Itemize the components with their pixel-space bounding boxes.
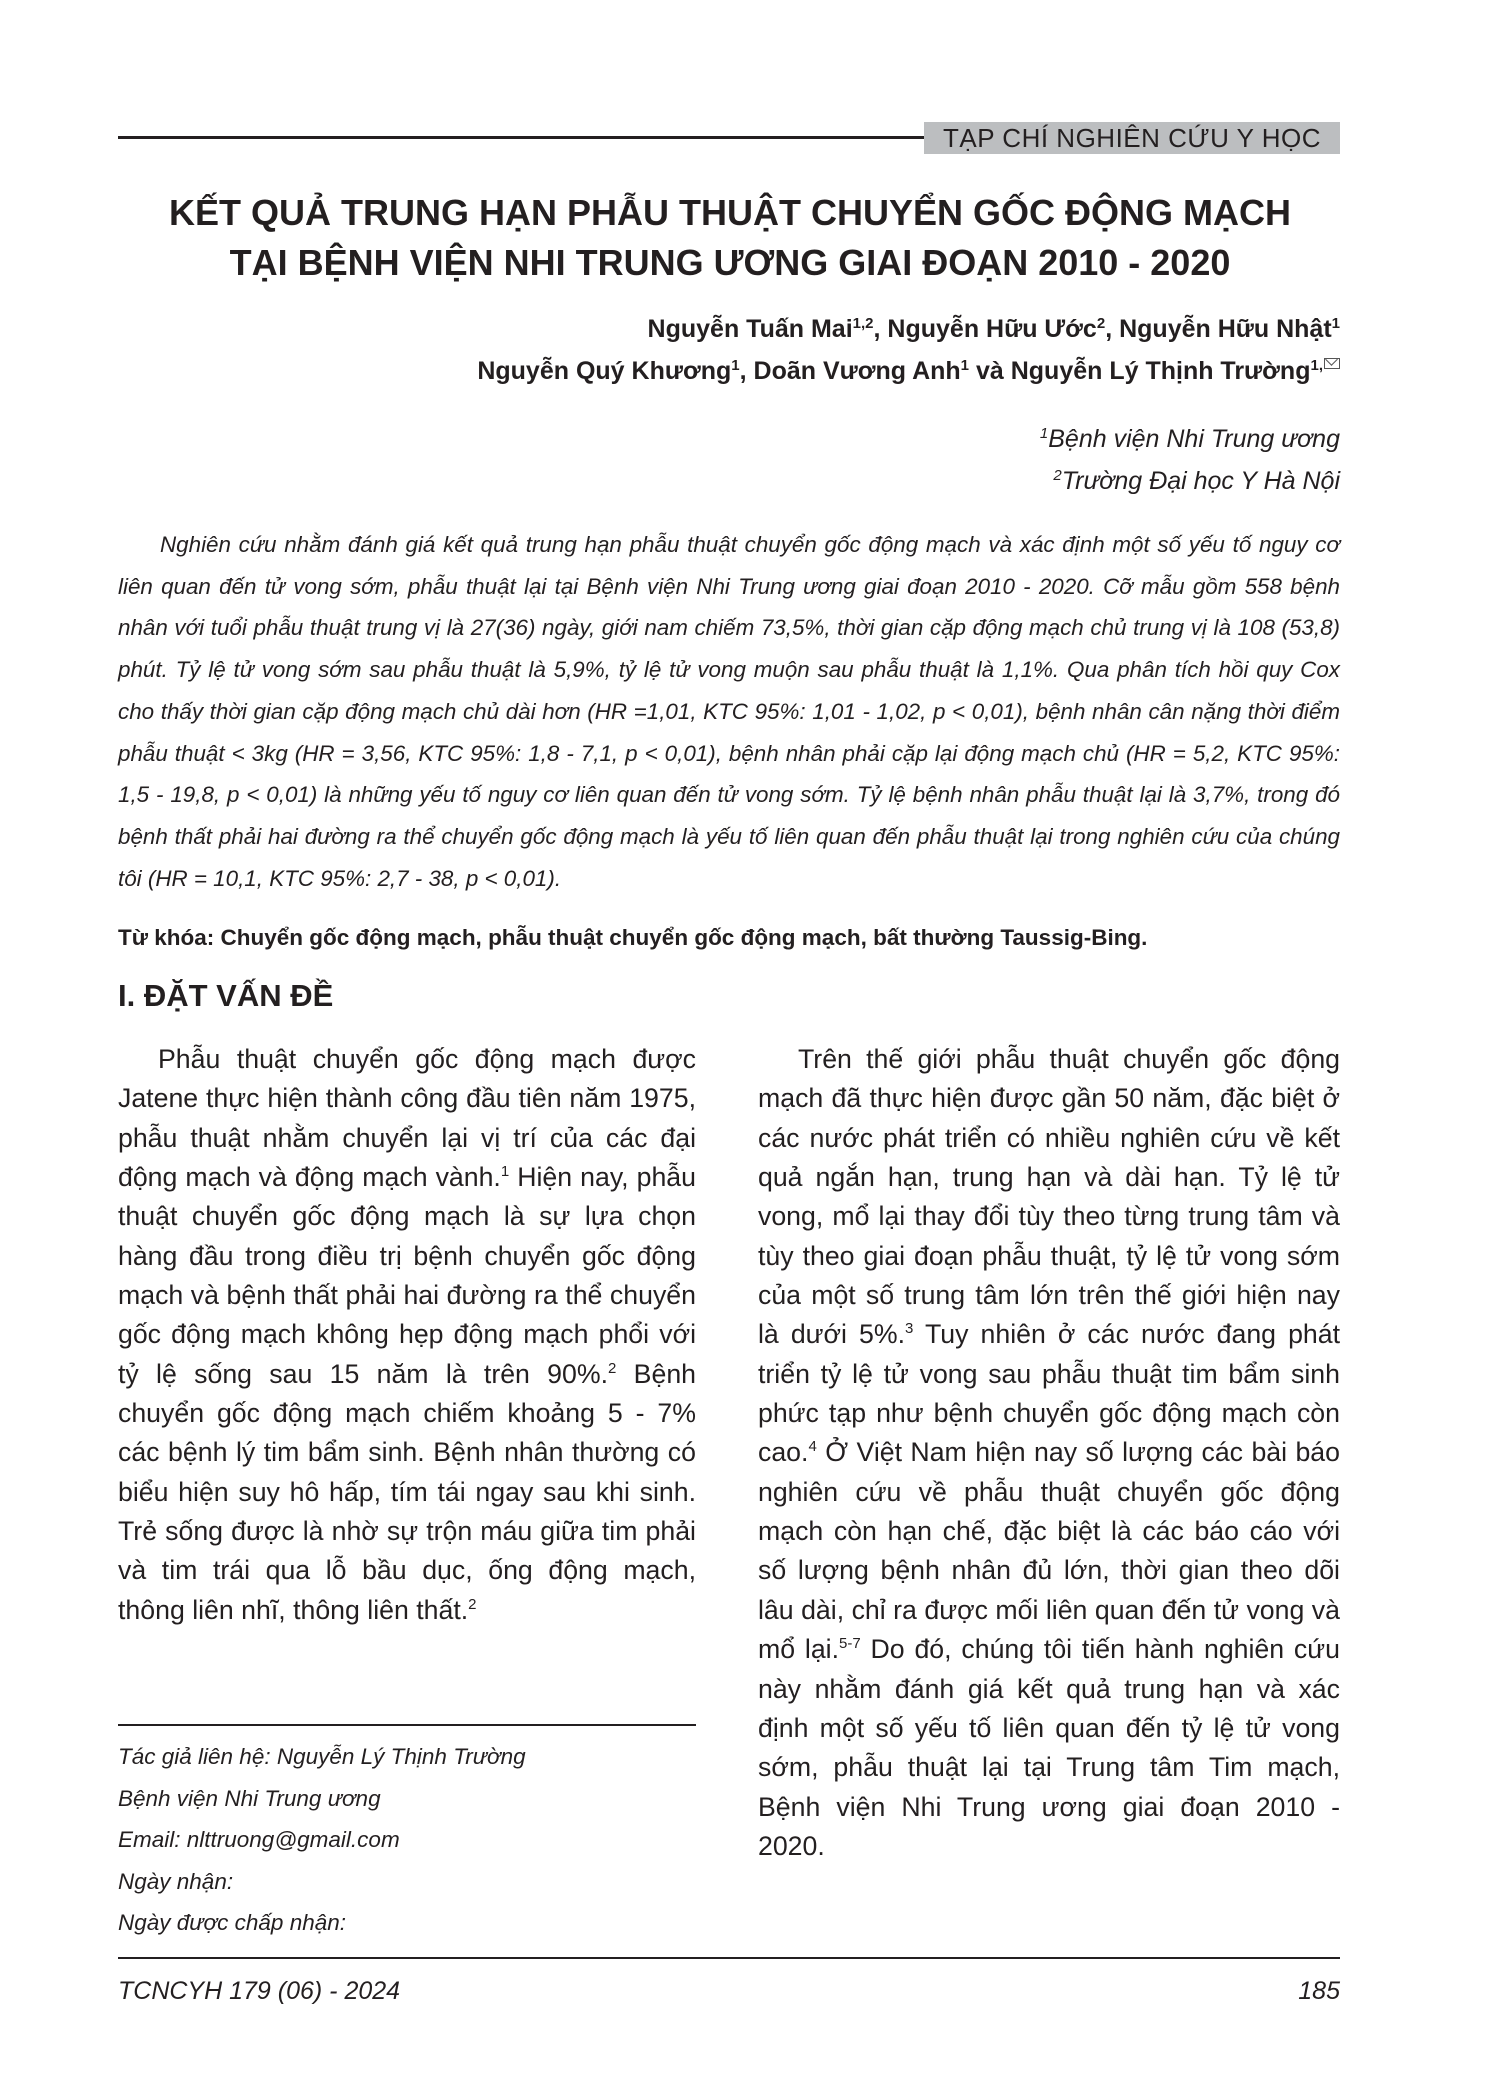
affiliation-number: 2: [1053, 467, 1062, 484]
section-heading: I. ĐẶT VẤN ĐỀ: [118, 978, 334, 1013]
author-separator: ,: [1105, 315, 1120, 343]
body-text: Hiện nay, phẫu thuật chuyển gốc động mạch là sự lựa chọn hàng đầu trong điều trị bệnh chuyển gốc động mạch và bệnh thất phải hai đường ra thể chuyển gốc động mạch không hẹp động mạch phổi với tỷ lệ sống sau 15 năm là trên 90%.: [118, 1162, 696, 1389]
body-text: Tuy nhiên ở các nước đang phát triển tỷ lệ tử vong sau phẫu thuật tim bẩm sinh phức tạp như bệnh chuyển gốc động mạch còn cao.: [758, 1319, 1341, 1468]
body-text: Bệnh chuyển gốc động mạch chiếm khoảng 5 - 7% các bệnh lý tim bẩm sinh. Bệnh nhân thường có biểu hiện suy hô hấp, tím tái ngay sau khi sinh. Trẻ sống được là nhờ sự trộn máu giữa tim phải và tim trái qua lỗ bầu dục, ống động mạch, thông liên nhĩ, thông liên thất.: [118, 1358, 697, 1625]
author-name: Nguyễn Quý Khương: [477, 357, 732, 385]
abstract: Nghiên cứu nhằm đánh giá kết quả trung hạn phẫu thuật chuyển gốc động mạch và xác định một số yếu tố nguy cơ liên quan đến tử vong sớm, phẫu thuật lại tại Bệnh viện Nhi Trung ương giai đoạn 2010 - 2020. Cỡ mẫu gồm 558 bệnh nhân với tuổi phẫu thuật trung vị là 27(36) ngày, giới nam chiếm 73,5%, thời gian cặp động mạch chủ trung vị là 108 (53,8) phút. Tỷ lệ tử vong sớm sau phẫu thuật là 5,9%, tỷ lệ tử vong muộn sau phẫu thuật là 1,1%. Qua phân tích hồi quy Cox cho thấy thời gian cặp động mạch chủ dài hơn (HR =1,01, KTC 95%: 1,01 - 1,02, p < 0,01), bệnh nhân cân nặng thời điểm phẫu thuật < 3kg (HR = 3,56, KTC 95%: 1,8 - 7,1, p < 0,01), bệnh nhân phải cặp lại động mạch chủ (HR = 5,2, KTC 95%: 1,5 - 19,8, p < 0,01) là những yếu tố nguy cơ liên quan đến tử vong sớm. Tỷ lệ bệnh nhân phẫu thuật lại là 3,7%, trong đó bệnh thất phải hai đường ra thể chuyển gốc động mạch là yếu tố liên quan đến phẫu thuật lại trong nghiên cứu của chúng tôi (HR = 10,1, KTC 95%: 2,7 - 38, p < 0,01).: [118, 532, 1340, 891]
author-separator: ,: [739, 357, 754, 385]
body-text: Do đó, chúng tôi tiến hành nghiên cứu này nhằm đánh giá kết quả trung hạn và xác định một số yếu tố liên quan đến tỷ lệ tử vong sớm, phẫu thuật lại tại Trung tâm Tim mạch, Bệnh viện Nhi Trung ương giai đoạn 2010 - 2020.: [758, 1634, 1340, 1861]
author-affil-ref: 1: [731, 357, 740, 374]
corresponding-institution: Bệnh viện Nhi Trung ương: [118, 1785, 381, 1811]
title-line-1: KẾT QUẢ TRUNG HẠN PHẪU THUẬT CHUYỂN GỐC ĐỘNG MẠCH: [169, 192, 1291, 233]
body-text: Trên thế giới phẫu thuật chuyển gốc động mạch đã thực hiện được gần 50 năm, đặc biệt ở các nước phát triển có nhiều nghiên cứu về kết quả ngắn hạn, trung hạn và dài hạn. Tỷ lệ tử vong, mổ lại thay đổi tùy theo từng trung tâm và tùy theo giai đoạn phẫu thuật, tỷ lệ tử vong sớm của một số trung tâm lớn trên thế giới hiện nay là dưới 5%.: [758, 1044, 1340, 1350]
footer-rule: [118, 1957, 1340, 1959]
affiliation-number: 1: [1039, 425, 1049, 442]
author-affil-ref: 1: [1331, 315, 1340, 332]
author-list: [140, 308, 1340, 392]
author-line-2: [140, 350, 1340, 392]
citation-ref: 2: [608, 1359, 617, 1377]
citation-ref: 1: [500, 1163, 510, 1181]
page-number: 185: [1298, 1977, 1340, 2005]
header-rule: [118, 136, 938, 139]
author-name: Nguyễn Hữu Ước: [887, 315, 1097, 343]
body-left-column: [118, 1040, 696, 1630]
author-name: Nguyễn Hữu Nhật: [1119, 315, 1332, 343]
author-name: Doãn Vương Anh: [753, 357, 961, 385]
affiliation-name: Trường Đại học Y Hà Nội: [1061, 467, 1340, 495]
keywords: Từ khóa: Chuyển gốc động mạch, phẫu thuật chuyển gốc động mạch, bất thường Taussig-Bing.: [118, 925, 1148, 950]
footnote-rule: [118, 1724, 696, 1726]
body-text: Ở Việt Nam hiện nay số lượng các bài báo nghiên cứu về phẫu thuật chuyển gốc động mạch còn hạn chế, đặc biệt là các báo cáo với số lượng bệnh nhân đủ lớn, thời gian theo dõi lâu dài, chỉ ra được mối liên quan đến tử vong và mổ lại.: [758, 1437, 1340, 1665]
author-affil-ref: 1: [960, 357, 970, 374]
correspondence-block: [118, 1736, 696, 1944]
citation-ref: 2: [468, 1595, 477, 1613]
body-text: Phẫu thuật chuyển gốc động mạch được Jatene thực hiện thành công đầu tiên năm 1975, phẫu thuật nhằm chuyển lại vị trí của các đại động mạch và động mạch vành.: [118, 1044, 696, 1193]
citation-ref: 5-7: [839, 1635, 861, 1653]
body-right-column: [758, 1040, 1340, 1866]
affiliations: [640, 418, 1340, 502]
citation-ref: 4: [808, 1438, 817, 1456]
author-affil-ref: 1,: [1310, 357, 1323, 374]
corresponding-email: Email: nlttruong@gmail.com: [118, 1827, 400, 1852]
date-accepted: Ngày được chấp nhận:: [118, 1910, 346, 1935]
article-title: [120, 188, 1340, 288]
corresponding-author: Tác giả liên hệ: Nguyễn Lý Thịnh Trường: [118, 1744, 526, 1769]
citation-ref: 3: [905, 1320, 914, 1338]
author-separator: và: [969, 357, 1011, 385]
journal-citation: TCNCYH 179 (06) - 2024: [118, 1977, 401, 2005]
author-line-1: [140, 308, 1340, 350]
date-received: Ngày nhận:: [118, 1868, 234, 1894]
affiliation-item: [640, 418, 1340, 460]
envelope-icon: [1324, 358, 1340, 369]
author-separator: ,: [873, 315, 888, 343]
author-name: Nguyễn Tuấn Mai: [647, 315, 853, 343]
author-name: Nguyễn Lý Thịnh Trường: [1010, 357, 1311, 385]
author-affil-ref: 1,2: [852, 315, 874, 332]
journal-tag: TẠP CHÍ NGHIÊN CỨU Y HỌC: [924, 122, 1340, 154]
author-affil-ref: 2: [1096, 315, 1106, 332]
affiliation-item: [640, 460, 1340, 502]
affiliation-name: Bệnh viện Nhi Trung ương: [1048, 425, 1340, 453]
title-line-2: TẠI BỆNH VIỆN NHI TRUNG ƯƠNG GIAI ĐOẠN 2010 - 2020: [229, 242, 1231, 283]
